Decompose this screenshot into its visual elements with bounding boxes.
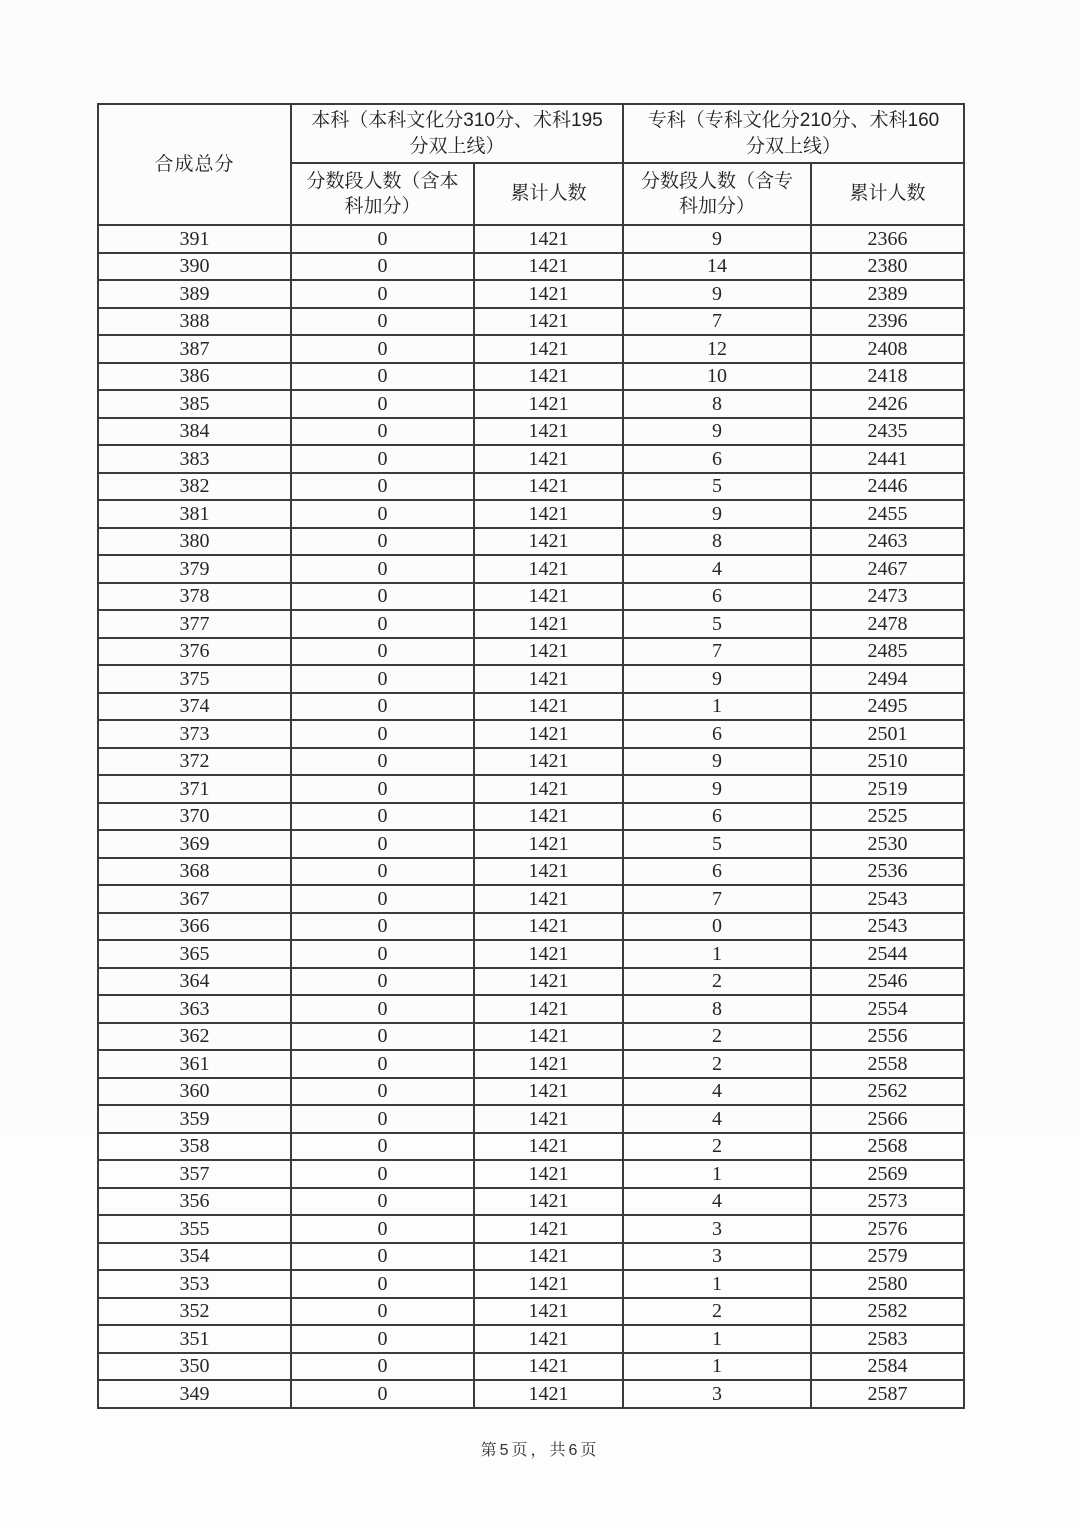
zhuanke-segment-cell: 10 xyxy=(623,363,811,391)
zhuanke-cumulative-cell: 2576 xyxy=(811,1215,964,1243)
zhuanke-segment-cell: 9 xyxy=(623,500,811,528)
benke-segment-cell: 0 xyxy=(291,473,474,501)
benke-segment-cell: 0 xyxy=(291,1160,474,1188)
benke-cumulative-cell: 1421 xyxy=(474,1160,623,1188)
benke-cumulative-cell: 1421 xyxy=(474,748,623,776)
zhuanke-segment-cell: 2 xyxy=(623,1298,811,1326)
table-row xyxy=(98,308,964,336)
table-row xyxy=(98,390,964,418)
score-cell: 383 xyxy=(98,445,291,473)
zhuanke-cumulative-cell: 2580 xyxy=(811,1270,964,1298)
header-zhuanke-cumulative: 累计人数 xyxy=(811,163,964,225)
score-cell: 385 xyxy=(98,390,291,418)
zhuanke-segment-cell: 6 xyxy=(623,445,811,473)
benke-segment-cell: 0 xyxy=(291,583,474,611)
header-zhuanke-segment-count: 分数段人数（含专科加分） xyxy=(623,163,811,225)
table-row xyxy=(98,280,964,308)
zhuanke-cumulative-cell: 2583 xyxy=(811,1325,964,1353)
table-row xyxy=(98,1215,964,1243)
benke-segment-cell: 0 xyxy=(291,1105,474,1133)
header-benke-group: 本科（本科文化分310分、术科195分双上线） xyxy=(291,104,623,163)
benke-segment-cell: 0 xyxy=(291,1133,474,1161)
benke-cumulative-cell: 1421 xyxy=(474,528,623,556)
table-row xyxy=(98,225,964,253)
score-cell: 376 xyxy=(98,638,291,666)
zhuanke-segment-cell: 8 xyxy=(623,528,811,556)
zhuanke-segment-cell: 9 xyxy=(623,748,811,776)
table-row xyxy=(98,1133,964,1161)
benke-segment-cell: 0 xyxy=(291,1325,474,1353)
score-cell: 371 xyxy=(98,775,291,803)
zhuanke-cumulative-cell: 2554 xyxy=(811,995,964,1023)
table-row xyxy=(98,748,964,776)
benke-segment-cell: 0 xyxy=(291,528,474,556)
zhuanke-segment-cell: 6 xyxy=(623,858,811,886)
benke-segment-cell: 0 xyxy=(291,280,474,308)
zhuanke-segment-cell: 5 xyxy=(623,610,811,638)
group-header-row xyxy=(98,104,964,163)
zhuanke-segment-cell: 2 xyxy=(623,968,811,996)
benke-segment-cell: 0 xyxy=(291,335,474,363)
zhuanke-segment-cell: 2 xyxy=(623,1133,811,1161)
benke-segment-cell: 0 xyxy=(291,693,474,721)
zhuanke-cumulative-cell: 2463 xyxy=(811,528,964,556)
score-cell: 356 xyxy=(98,1188,291,1216)
table-header xyxy=(98,104,964,225)
score-cell: 361 xyxy=(98,1050,291,1078)
zhuanke-cumulative-cell: 2494 xyxy=(811,665,964,693)
benke-cumulative-cell: 1421 xyxy=(474,1188,623,1216)
benke-segment-cell: 0 xyxy=(291,638,474,666)
score-cell: 379 xyxy=(98,555,291,583)
score-cell: 367 xyxy=(98,885,291,913)
table-row xyxy=(98,363,964,391)
benke-cumulative-cell: 1421 xyxy=(474,1270,623,1298)
zhuanke-cumulative-cell: 2587 xyxy=(811,1380,964,1408)
table-row xyxy=(98,1050,964,1078)
table-row xyxy=(98,1105,964,1133)
benke-segment-cell: 0 xyxy=(291,775,474,803)
zhuanke-segment-cell: 4 xyxy=(623,555,811,583)
score-cell: 364 xyxy=(98,968,291,996)
zhuanke-cumulative-cell: 2380 xyxy=(811,253,964,281)
table-row xyxy=(98,610,964,638)
score-cell: 370 xyxy=(98,803,291,831)
score-cell: 372 xyxy=(98,748,291,776)
benke-cumulative-cell: 1421 xyxy=(474,1078,623,1106)
zhuanke-cumulative-cell: 2435 xyxy=(811,418,964,446)
table-row xyxy=(98,1380,964,1408)
benke-segment-cell: 0 xyxy=(291,1353,474,1381)
zhuanke-cumulative-cell: 2536 xyxy=(811,858,964,886)
benke-segment-cell: 0 xyxy=(291,995,474,1023)
benke-cumulative-cell: 1421 xyxy=(474,473,623,501)
zhuanke-cumulative-cell: 2566 xyxy=(811,1105,964,1133)
score-cell: 382 xyxy=(98,473,291,501)
benke-cumulative-cell: 1421 xyxy=(474,775,623,803)
table-row xyxy=(98,940,964,968)
zhuanke-cumulative-cell: 2584 xyxy=(811,1353,964,1381)
header-composite-score: 合成总分 xyxy=(98,104,291,225)
zhuanke-segment-cell: 3 xyxy=(623,1243,811,1271)
zhuanke-cumulative-cell: 2396 xyxy=(811,308,964,336)
zhuanke-segment-cell: 5 xyxy=(623,830,811,858)
table-row xyxy=(98,858,964,886)
zhuanke-cumulative-cell: 2525 xyxy=(811,803,964,831)
zhuanke-cumulative-cell: 2389 xyxy=(811,280,964,308)
zhuanke-segment-cell: 9 xyxy=(623,775,811,803)
zhuanke-segment-cell: 14 xyxy=(623,253,811,281)
benke-segment-cell: 0 xyxy=(291,1243,474,1271)
benke-cumulative-cell: 1421 xyxy=(474,858,623,886)
zhuanke-cumulative-cell: 2562 xyxy=(811,1078,964,1106)
benke-cumulative-cell: 1421 xyxy=(474,1298,623,1326)
benke-segment-cell: 0 xyxy=(291,1188,474,1216)
table-row xyxy=(98,1325,964,1353)
benke-cumulative-cell: 1421 xyxy=(474,363,623,391)
table-row xyxy=(98,500,964,528)
zhuanke-segment-cell: 7 xyxy=(623,308,811,336)
benke-cumulative-cell: 1421 xyxy=(474,1215,623,1243)
benke-segment-cell: 0 xyxy=(291,555,474,583)
zhuanke-segment-cell: 1 xyxy=(623,1270,811,1298)
table-row xyxy=(98,445,964,473)
benke-segment-cell: 0 xyxy=(291,748,474,776)
table-row xyxy=(98,995,964,1023)
benke-cumulative-cell: 1421 xyxy=(474,390,623,418)
table-row xyxy=(98,1188,964,1216)
zhuanke-cumulative-cell: 2546 xyxy=(811,968,964,996)
table-row xyxy=(98,1243,964,1271)
table-row xyxy=(98,583,964,611)
zhuanke-cumulative-cell: 2441 xyxy=(811,445,964,473)
zhuanke-segment-cell: 7 xyxy=(623,638,811,666)
zhuanke-segment-cell: 12 xyxy=(623,335,811,363)
zhuanke-segment-cell: 6 xyxy=(623,803,811,831)
table-body xyxy=(98,225,964,1408)
score-cell: 363 xyxy=(98,995,291,1023)
zhuanke-segment-cell: 3 xyxy=(623,1215,811,1243)
benke-segment-cell: 0 xyxy=(291,720,474,748)
table-row xyxy=(98,418,964,446)
score-cell: 353 xyxy=(98,1270,291,1298)
score-cell: 366 xyxy=(98,913,291,941)
benke-cumulative-cell: 1421 xyxy=(474,1023,623,1051)
benke-cumulative-cell: 1421 xyxy=(474,445,623,473)
score-cell: 354 xyxy=(98,1243,291,1271)
benke-segment-cell: 0 xyxy=(291,1023,474,1051)
zhuanke-segment-cell: 2 xyxy=(623,1050,811,1078)
zhuanke-segment-cell: 9 xyxy=(623,280,811,308)
benke-segment-cell: 0 xyxy=(291,1380,474,1408)
benke-cumulative-cell: 1421 xyxy=(474,418,623,446)
table-row xyxy=(98,775,964,803)
zhuanke-cumulative-cell: 2473 xyxy=(811,583,964,611)
score-cell: 350 xyxy=(98,1353,291,1381)
zhuanke-segment-cell: 9 xyxy=(623,665,811,693)
score-cell: 359 xyxy=(98,1105,291,1133)
score-cell: 387 xyxy=(98,335,291,363)
score-cell: 373 xyxy=(98,720,291,748)
benke-segment-cell: 0 xyxy=(291,500,474,528)
table-row xyxy=(98,720,964,748)
score-cell: 381 xyxy=(98,500,291,528)
zhuanke-cumulative-cell: 2495 xyxy=(811,693,964,721)
benke-segment-cell: 0 xyxy=(291,1270,474,1298)
zhuanke-segment-cell: 6 xyxy=(623,720,811,748)
zhuanke-segment-cell: 0 xyxy=(623,913,811,941)
benke-cumulative-cell: 1421 xyxy=(474,610,623,638)
benke-cumulative-cell: 1421 xyxy=(474,1243,623,1271)
zhuanke-segment-cell: 1 xyxy=(623,693,811,721)
table-row xyxy=(98,555,964,583)
header-zhuanke-group: 专科（专科文化分210分、术科160分双上线） xyxy=(623,104,964,163)
zhuanke-cumulative-cell: 2478 xyxy=(811,610,964,638)
table-row xyxy=(98,803,964,831)
benke-cumulative-cell: 1421 xyxy=(474,995,623,1023)
score-cell: 351 xyxy=(98,1325,291,1353)
zhuanke-segment-cell: 9 xyxy=(623,418,811,446)
zhuanke-segment-cell: 4 xyxy=(623,1188,811,1216)
zhuanke-cumulative-cell: 2467 xyxy=(811,555,964,583)
zhuanke-cumulative-cell: 2510 xyxy=(811,748,964,776)
score-cell: 360 xyxy=(98,1078,291,1106)
zhuanke-segment-cell: 8 xyxy=(623,995,811,1023)
score-cell: 375 xyxy=(98,665,291,693)
benke-segment-cell: 0 xyxy=(291,858,474,886)
table-row xyxy=(98,528,964,556)
benke-segment-cell: 0 xyxy=(291,1078,474,1106)
benke-cumulative-cell: 1421 xyxy=(474,803,623,831)
zhuanke-cumulative-cell: 2519 xyxy=(811,775,964,803)
benke-segment-cell: 0 xyxy=(291,665,474,693)
benke-cumulative-cell: 1421 xyxy=(474,1353,623,1381)
benke-segment-cell: 0 xyxy=(291,390,474,418)
benke-segment-cell: 0 xyxy=(291,830,474,858)
benke-segment-cell: 0 xyxy=(291,1298,474,1326)
benke-cumulative-cell: 1421 xyxy=(474,1133,623,1161)
zhuanke-segment-cell: 3 xyxy=(623,1380,811,1408)
score-cell: 352 xyxy=(98,1298,291,1326)
zhuanke-segment-cell: 8 xyxy=(623,390,811,418)
benke-segment-cell: 0 xyxy=(291,940,474,968)
table-row xyxy=(98,968,964,996)
benke-cumulative-cell: 1421 xyxy=(474,885,623,913)
benke-cumulative-cell: 1421 xyxy=(474,1105,623,1133)
benke-cumulative-cell: 1421 xyxy=(474,693,623,721)
zhuanke-segment-cell: 1 xyxy=(623,1160,811,1188)
table-row xyxy=(98,253,964,281)
zhuanke-cumulative-cell: 2569 xyxy=(811,1160,964,1188)
score-cell: 384 xyxy=(98,418,291,446)
benke-cumulative-cell: 1421 xyxy=(474,830,623,858)
zhuanke-cumulative-cell: 2366 xyxy=(811,225,964,253)
zhuanke-segment-cell: 2 xyxy=(623,1023,811,1051)
header-benke-cumulative: 累计人数 xyxy=(474,163,623,225)
benke-cumulative-cell: 1421 xyxy=(474,1050,623,1078)
benke-segment-cell: 0 xyxy=(291,253,474,281)
zhuanke-cumulative-cell: 2556 xyxy=(811,1023,964,1051)
benke-cumulative-cell: 1421 xyxy=(474,583,623,611)
benke-segment-cell: 0 xyxy=(291,308,474,336)
score-cell: 380 xyxy=(98,528,291,556)
zhuanke-cumulative-cell: 2530 xyxy=(811,830,964,858)
table-row xyxy=(98,1160,964,1188)
benke-cumulative-cell: 1421 xyxy=(474,665,623,693)
zhuanke-segment-cell: 7 xyxy=(623,885,811,913)
zhuanke-segment-cell: 1 xyxy=(623,940,811,968)
zhuanke-segment-cell: 4 xyxy=(623,1078,811,1106)
score-cell: 358 xyxy=(98,1133,291,1161)
benke-segment-cell: 0 xyxy=(291,418,474,446)
zhuanke-segment-cell: 9 xyxy=(623,225,811,253)
benke-cumulative-cell: 1421 xyxy=(474,280,623,308)
benke-cumulative-cell: 1421 xyxy=(474,253,623,281)
table-row xyxy=(98,1298,964,1326)
benke-cumulative-cell: 1421 xyxy=(474,913,623,941)
benke-segment-cell: 0 xyxy=(291,225,474,253)
benke-cumulative-cell: 1421 xyxy=(474,500,623,528)
zhuanke-cumulative-cell: 2579 xyxy=(811,1243,964,1271)
benke-segment-cell: 0 xyxy=(291,1215,474,1243)
benke-cumulative-cell: 1421 xyxy=(474,335,623,363)
table-row xyxy=(98,638,964,666)
benke-cumulative-cell: 1421 xyxy=(474,308,623,336)
zhuanke-cumulative-cell: 2501 xyxy=(811,720,964,748)
zhuanke-cumulative-cell: 2418 xyxy=(811,363,964,391)
score-cell: 349 xyxy=(98,1380,291,1408)
score-cell: 362 xyxy=(98,1023,291,1051)
zhuanke-cumulative-cell: 2573 xyxy=(811,1188,964,1216)
table-row xyxy=(98,1353,964,1381)
score-cell: 391 xyxy=(98,225,291,253)
score-distribution-table xyxy=(97,103,965,1409)
benke-cumulative-cell: 1421 xyxy=(474,940,623,968)
zhuanke-cumulative-cell: 2408 xyxy=(811,335,964,363)
page-footer: 第5页，共6页 xyxy=(480,1442,600,1459)
benke-segment-cell: 0 xyxy=(291,363,474,391)
score-cell: 388 xyxy=(98,308,291,336)
zhuanke-cumulative-cell: 2543 xyxy=(811,885,964,913)
zhuanke-cumulative-cell: 2426 xyxy=(811,390,964,418)
zhuanke-segment-cell: 5 xyxy=(623,473,811,501)
zhuanke-cumulative-cell: 2558 xyxy=(811,1050,964,1078)
zhuanke-segment-cell: 1 xyxy=(623,1325,811,1353)
score-cell: 369 xyxy=(98,830,291,858)
table-row xyxy=(98,693,964,721)
table-row xyxy=(98,1023,964,1051)
table-row xyxy=(98,913,964,941)
zhuanke-cumulative-cell: 2544 xyxy=(811,940,964,968)
zhuanke-cumulative-cell: 2485 xyxy=(811,638,964,666)
table-row xyxy=(98,1270,964,1298)
benke-segment-cell: 0 xyxy=(291,913,474,941)
header-benke-segment-count: 分数段人数（含本科加分） xyxy=(291,163,474,225)
benke-cumulative-cell: 1421 xyxy=(474,720,623,748)
table-row xyxy=(98,885,964,913)
zhuanke-cumulative-cell: 2543 xyxy=(811,913,964,941)
score-cell: 355 xyxy=(98,1215,291,1243)
zhuanke-segment-cell: 4 xyxy=(623,1105,811,1133)
score-cell: 378 xyxy=(98,583,291,611)
benke-cumulative-cell: 1421 xyxy=(474,968,623,996)
score-cell: 357 xyxy=(98,1160,291,1188)
score-cell: 386 xyxy=(98,363,291,391)
table-row xyxy=(98,1078,964,1106)
score-cell: 365 xyxy=(98,940,291,968)
benke-segment-cell: 0 xyxy=(291,445,474,473)
benke-segment-cell: 0 xyxy=(291,610,474,638)
zhuanke-cumulative-cell: 2455 xyxy=(811,500,964,528)
benke-segment-cell: 0 xyxy=(291,968,474,996)
benke-cumulative-cell: 1421 xyxy=(474,225,623,253)
benke-segment-cell: 0 xyxy=(291,1050,474,1078)
score-cell: 374 xyxy=(98,693,291,721)
table-row xyxy=(98,830,964,858)
benke-cumulative-cell: 1421 xyxy=(474,1380,623,1408)
zhuanke-segment-cell: 6 xyxy=(623,583,811,611)
benke-cumulative-cell: 1421 xyxy=(474,1325,623,1353)
table-row xyxy=(98,335,964,363)
score-cell: 390 xyxy=(98,253,291,281)
score-cell: 368 xyxy=(98,858,291,886)
benke-segment-cell: 0 xyxy=(291,803,474,831)
zhuanke-cumulative-cell: 2582 xyxy=(811,1298,964,1326)
benke-cumulative-cell: 1421 xyxy=(474,638,623,666)
score-cell: 389 xyxy=(98,280,291,308)
zhuanke-cumulative-cell: 2446 xyxy=(811,473,964,501)
score-cell: 377 xyxy=(98,610,291,638)
benke-cumulative-cell: 1421 xyxy=(474,555,623,583)
zhuanke-segment-cell: 1 xyxy=(623,1353,811,1381)
zhuanke-cumulative-cell: 2568 xyxy=(811,1133,964,1161)
benke-segment-cell: 0 xyxy=(291,885,474,913)
table-row xyxy=(98,473,964,501)
table-row xyxy=(98,665,964,693)
